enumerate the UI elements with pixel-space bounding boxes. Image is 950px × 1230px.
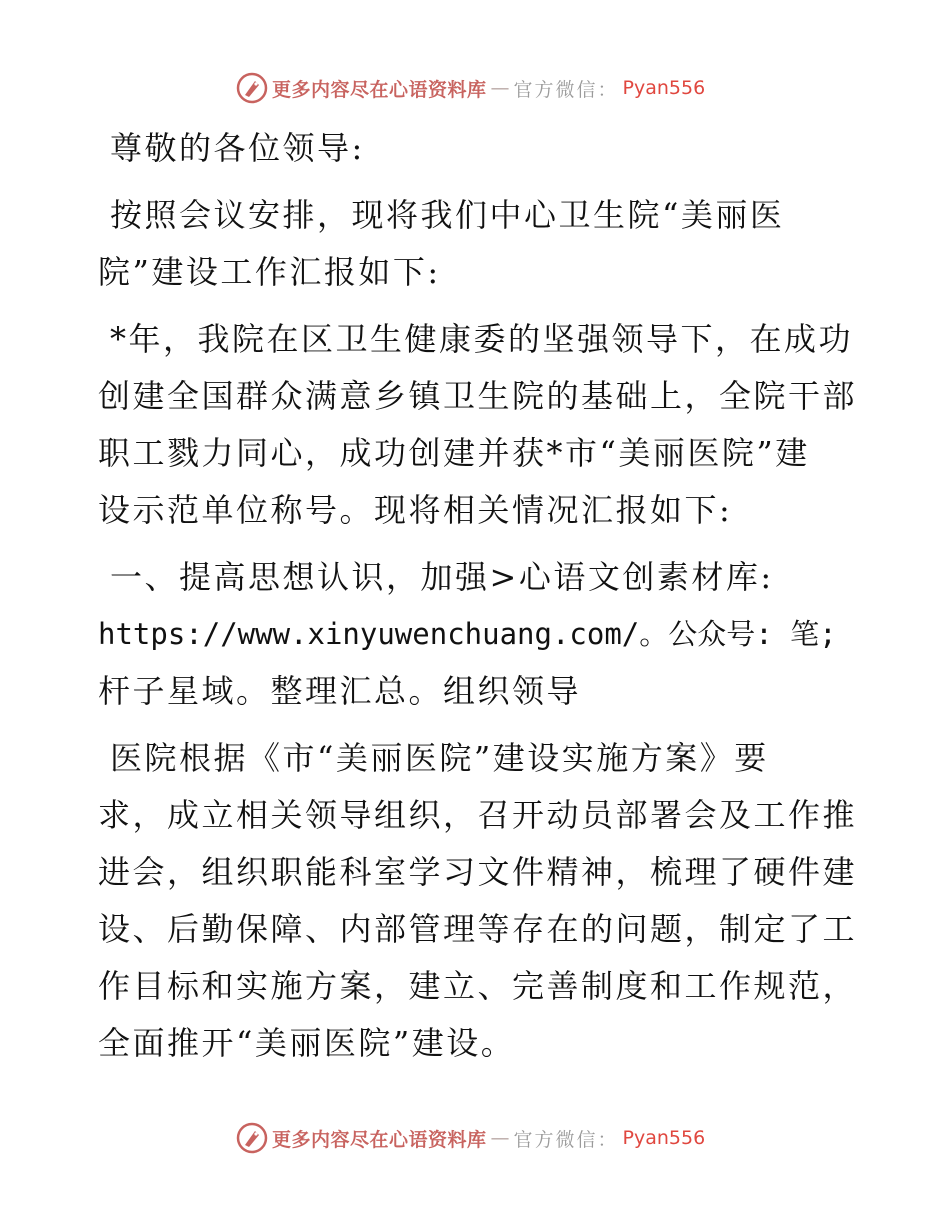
pen-nib-logo-icon xyxy=(236,72,268,104)
text-line: https://www.xinyuwenchuang.com/。公众号: 笔; xyxy=(98,617,837,651)
watermark-wechat-label: 官方微信： xyxy=(513,78,619,101)
watermark-separator: — xyxy=(490,77,510,99)
text-line: 医院根据《市“美丽医院”建设实施方案》要 xyxy=(110,739,769,777)
watermark-site-text: 更多内容尽在心语资料库 xyxy=(272,78,487,101)
section-1-heading xyxy=(98,549,858,720)
watermark-wechat-id: Pyan556 xyxy=(622,1127,706,1149)
text-line: 院”建设工作汇报如下: xyxy=(98,253,441,291)
document-body xyxy=(98,120,858,1082)
text-line: 尊敬的各位领导: xyxy=(110,129,365,167)
watermark-footer xyxy=(236,1122,705,1154)
text-line: 设示范单位称号。现将相关情况汇报如下: xyxy=(98,491,733,529)
text-line: 一、提高思想认识，加强>心语文创素材库: xyxy=(110,558,774,596)
watermark-separator: — xyxy=(490,1127,510,1149)
text-line: 进会，组织职能科室学习文件精神，梳理了硬件建 xyxy=(98,853,858,891)
watermark-wechat-id: Pyan556 xyxy=(622,77,706,99)
watermark-site-text: 更多内容尽在心语资料库 xyxy=(272,1128,487,1151)
text-line: 作目标和实施方案，建立、完善制度和工作规范， xyxy=(98,967,858,1005)
text-line: 设、后勤保障、内部管理等存在的问题，制定了工 xyxy=(98,910,858,948)
section-1-body xyxy=(98,730,858,1072)
watermark-header xyxy=(236,72,705,104)
text-line: 创建全国群众满意乡镇卫生院的基础上，全院干部 xyxy=(98,377,858,415)
pen-nib-logo-icon xyxy=(236,1122,268,1154)
text-line: 全面推开“美丽医院”建设。 xyxy=(98,1024,516,1062)
salutation xyxy=(98,120,858,177)
text-line: 杆子星域。整理汇总。组织领导 xyxy=(98,672,582,710)
watermark-wechat-label: 官方微信： xyxy=(513,1128,619,1151)
text-line: 按照会议安排，现将我们中心卫生院“美丽医 xyxy=(110,196,785,234)
background-paragraph xyxy=(98,311,858,539)
text-line: *年，我院在区卫生健康委的坚强领导下，在成功 xyxy=(110,320,854,358)
text-line: 求，成立相关领导组织，召开动员部署会及工作推 xyxy=(98,796,858,834)
intro-paragraph xyxy=(98,187,858,301)
text-line: 职工戮力同心，成功创建并获*市“美丽医院”建 xyxy=(98,434,810,472)
